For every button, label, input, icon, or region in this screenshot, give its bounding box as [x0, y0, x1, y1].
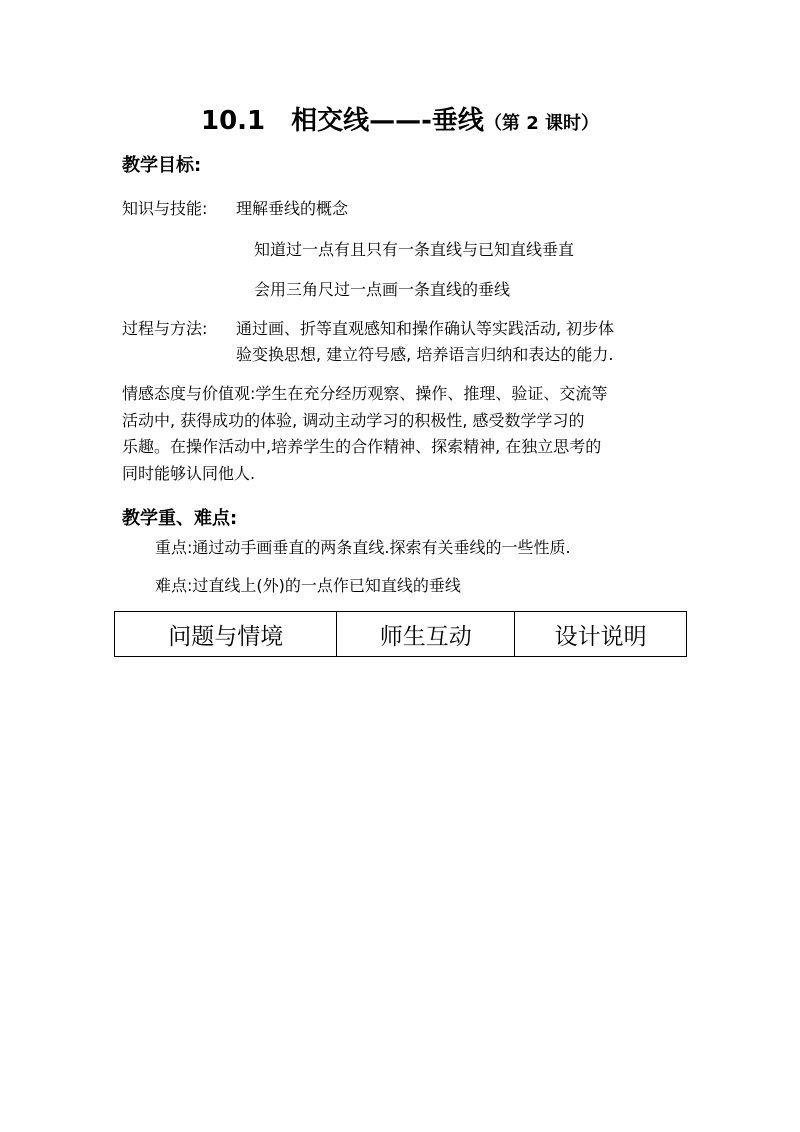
header-design-notes: 设计说明: [515, 612, 687, 657]
header-teacher-student: 师生互动: [337, 612, 515, 657]
emotion-line-2: 活动中, 获得成功的体验, 调动主动学习的积极性, 感受数学学习的: [122, 411, 585, 430]
emotion-line-4: 同时能够认同他人.: [122, 464, 256, 483]
page-title: [0, 100, 800, 137]
knowledge-label: 知识与技能:: [122, 199, 208, 218]
lesson-table-header: [114, 611, 687, 657]
title-main: 10.1 相交线——-垂线: [200, 106, 484, 136]
knowledge-line-2: 知道过一点有且只有一条直线与已知直线垂直: [254, 240, 575, 259]
key-point: 重点:通过动手画垂直的两条直线.探索有关垂线的一些性质.: [155, 538, 571, 557]
header-problem-situation: 问题与情境: [115, 612, 337, 657]
knowledge-line-3: 会用三角尺过一点画一条直线的垂线: [254, 280, 511, 299]
knowledge-line-1: 理解垂线的概念: [236, 199, 349, 218]
difficulty-point: 难点:过直线上(外)的一点作已知直线的垂线: [155, 576, 461, 595]
emotion-line-3: 乐趣。在操作活动中,培养学生的合作精神、探索精神, 在独立思考的: [122, 437, 602, 456]
focus-heading: 教学重、难点:: [122, 508, 238, 529]
process-label: 过程与方法:: [122, 319, 208, 338]
emotion-line-1: 情感态度与价值观:学生在充分经历观察、操作、推理、验证、交流等: [122, 384, 608, 403]
objectives-heading: 教学目标:: [122, 155, 202, 176]
process-line-2: 验变换思想, 建立符号感, 培养语言归纳和表达的能力.: [236, 345, 614, 364]
process-line-1: 通过画、折等直观感知和操作确认等实践活动, 初步体: [236, 319, 615, 338]
title-subtitle: （第 2 课时）: [483, 113, 599, 134]
